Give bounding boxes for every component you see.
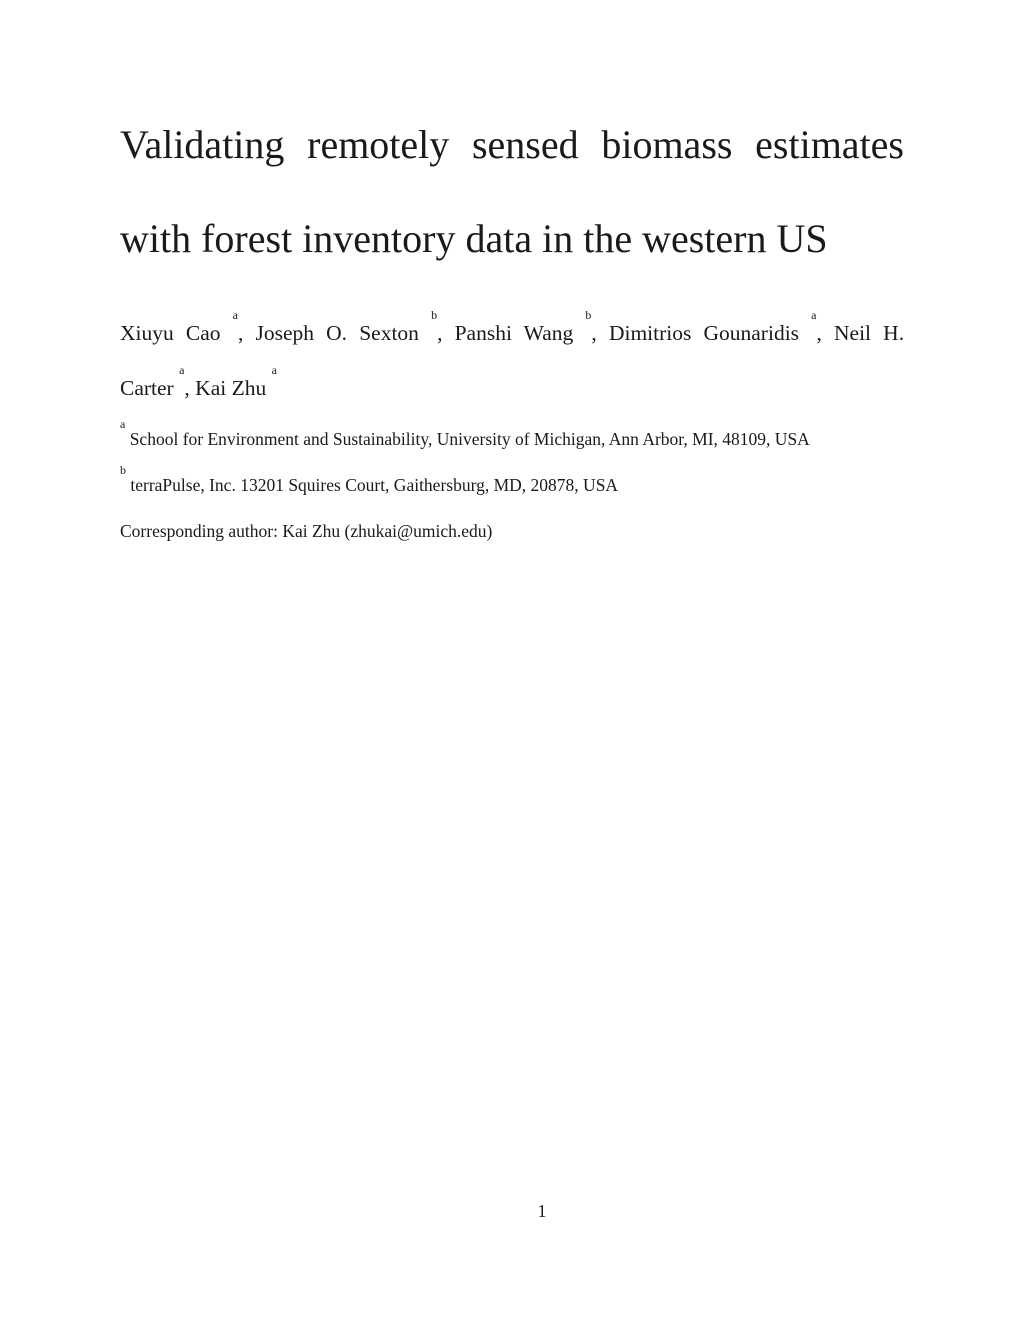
author-name: Joseph O. Sexton: [255, 321, 419, 345]
affiliation-mark: b: [585, 308, 592, 322]
author-list-line-2: [120, 363, 904, 403]
affiliation-mark: b: [431, 308, 438, 322]
affiliation-b: [120, 463, 619, 497]
author-separator: ,: [237, 321, 256, 345]
affiliation-text: terraPulse, Inc. 13201 Squires Court, Gaithersburg, MD, 20878, USA: [130, 475, 619, 495]
author-name: Xiuyu Cao: [120, 321, 221, 345]
author-separator: ,: [184, 376, 196, 400]
affiliation-mark: a: [232, 308, 238, 322]
affiliation-mark: a: [120, 417, 126, 431]
paper-title-line-2: with forest inventory data in the western US: [120, 216, 828, 261]
author-name: Dimitrios Gounaridis: [608, 321, 800, 345]
page-number: 1: [537, 1201, 547, 1221]
author-list-line-1: [120, 308, 905, 348]
affiliation-text: School for Environment and Sustainability, University of Michigan, Ann Arbor, MI, 48109, USA: [129, 429, 810, 449]
author-name: Carter: [120, 376, 174, 400]
author-separator: ,: [437, 321, 455, 345]
affiliation-a: [120, 417, 810, 451]
author-name: Panshi Wang: [454, 321, 574, 345]
paper-title-line-1: Validating remotely sensed biomass estimates: [120, 122, 904, 167]
author-separator: ,: [816, 321, 835, 345]
author-separator: ,: [591, 321, 609, 345]
author-name: Kai Zhu: [195, 376, 267, 400]
affiliation-mark: a: [811, 308, 817, 322]
author-name: Neil H.: [834, 321, 905, 345]
affiliation-mark: a: [179, 363, 185, 377]
corresponding-author: Corresponding author: Kai Zhu (zhukai@umich.edu): [120, 521, 493, 541]
affiliation-mark: b: [120, 463, 126, 477]
affiliation-mark: a: [271, 363, 277, 377]
